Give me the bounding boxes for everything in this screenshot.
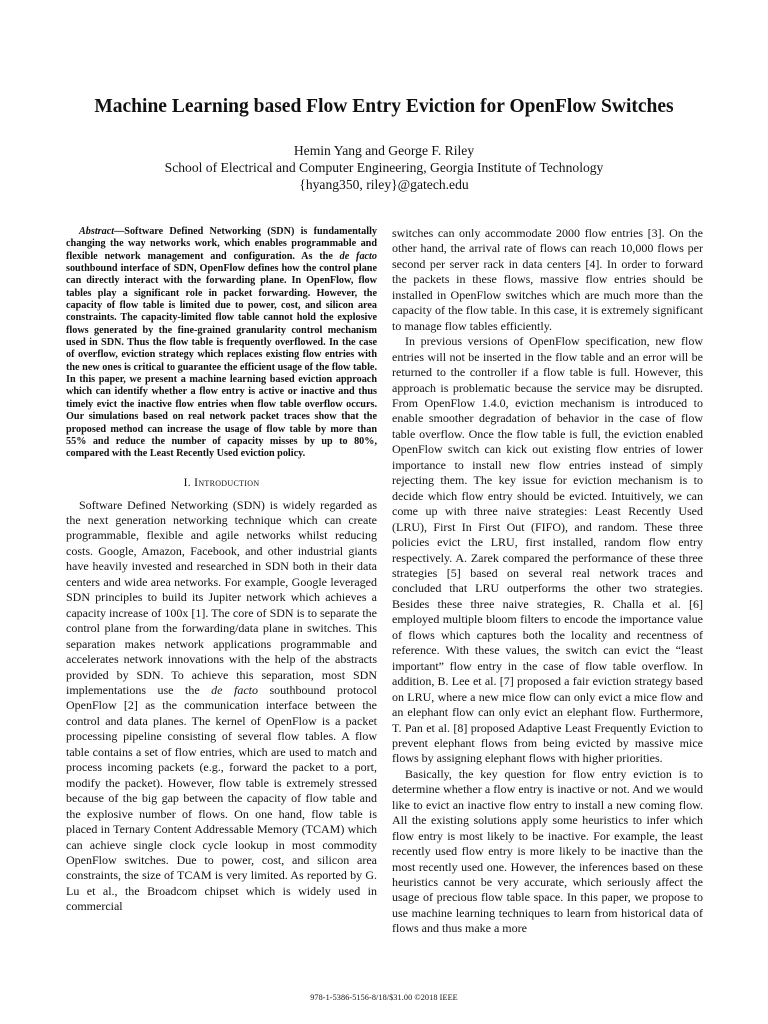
- section-numeral: I.: [183, 475, 195, 489]
- abstract-label: Abstract: [79, 226, 115, 237]
- right-paragraph-continued: switches can only accommodate 2000 flow entries [3]. On the other hand, the arrival rate of flows can reach 10,000 flows per second per server rack in data centers [4]. In order to forward the packets in these flows, massive flow entries should be installed in OpenFlow switches which are much more than the capacity of the flow table. In this case, it is extremely significant to manage flow tables efficiently.: [392, 226, 703, 333]
- paper-title: Machine Learning based Flow Entry Eviction for OpenFlow Switches: [94, 96, 674, 117]
- right-column: [392, 226, 703, 937]
- author-block: [40, 142, 728, 193]
- abstract-text-a: Software Defined Networking (SDN) is fundamentally changing the way networks work, which enables programmable and flexible network management and configuration. As the: [66, 226, 377, 262]
- abstract-italic: de facto: [339, 250, 377, 262]
- abstract-dash: —: [114, 226, 125, 237]
- intro-text-a: Software Defined Networking (SDN) is widely regarded as the next generation networking technique which can create programmable, flexible and agile networks whilst reducing costs. Google, Amazon, Facebook, and other industrial giants have heavily invested and researched in SDN both in their data centers and wide area networks. For example, Google leveraged SDN principles to build its Jupiter network which achieves a capacity increase of 100x [1]. The core of SDN is to separate the control plane from the forwarding/data plane in switches. This separation makes network applications programmable and accelerates network innovations with the help of the abstracts provided by SDN. To achieve this separation, most SDN implementations use the: [66, 497, 377, 697]
- left-column: [66, 226, 377, 915]
- section-heading: [66, 476, 377, 489]
- author-email: {hyang350, riley}@gatech.edu: [299, 177, 469, 192]
- section-title: Introduction: [194, 475, 260, 489]
- intro-italic: de facto: [211, 682, 258, 697]
- right-paragraph-key-question: Basically, the key question for flow entry eviction is to determine whether a flow entry is inactive or not. And we would like to evict an inactive flow entry to install a new coming flow. All the existing solutions apply some heuristics to infer which flow entry is most likely to be inactive. For example, the least recently used flow entry is more likely to be inactive than the most recently used one. However, the inferences based on these heuristics cannot be very accurate, which seriously affect the usage of precious flow table space. In this paper, we propose to use machine learning techniques to learn from historical data of flows and thus make a more: [392, 766, 703, 936]
- intro-text-b: southbound protocol OpenFlow [2] as the communication interface between the control and data planes. The kernel of OpenFlow is a packet processing pipeline consisting of several flow tables. A flow table contains a set of flow entries, which are used to match and process incoming packets (e.g., forward the packet to a port, modify the packet). However, flow table is extremely stressed because of the big gap between the capacity of flow table and the explosive number of flows. On one hand, flow table is placed in Ternary Content Addressable Memory (TCAM) which can achieve single clock cycle lookup in most commodity OpenFlow switches. Due to power, cost, and silicon area constraints, the size of TCAM is very limited. As reported by G. Lu et al., the Broadcom chipset which is widely used in commercial: [66, 682, 377, 914]
- copyright-footer: 978-1-5386-5156-8/18/$31.00 ©2018 IEEE: [310, 993, 458, 1002]
- abstract-text-b: southbound interface of SDN, OpenFlow defines how the control plane can directly interact with the forwarding plane. In OpenFlow, flow tables play a significant role in packet forwarding. However, the capacity of flow table is limited due to power, cost, and silicon area constraints. The capacity-limited flow table cannot hold the explosive flows generated by the fine-grained granularity control mechanism used in SDN. Thus the flow table is frequently overflowed. In the case of overflow, eviction strategy which replaces existing flow entries with the new ones is critical to guarantee the efficient usage of the flow table. In this paper, we present a machine learning based eviction approach which can identify whether a flow entry is active or inactive and thus timely evict the inactive flow entries when flow table overflow occurs. Our simulations based on real network packet traces show that the proposed method can increase the usage of flow table by more than 55% and reduce the number of capacity misses by up to 80%, compared with the Least Recently Used eviction policy.: [66, 263, 377, 460]
- abstract: [66, 226, 377, 461]
- author-affiliation: School of Electrical and Computer Engineering, Georgia Institute of Technology: [164, 160, 604, 175]
- author-names: Hemin Yang and George F. Riley: [293, 143, 475, 158]
- right-paragraph-eviction: In previous versions of OpenFlow specification, new flow entries will not be inserted in the flow table and an error will be returned to the controller if a flow table is full. However, this approach is problematic because the service may be disrupted. From OpenFlow 1.4.0, eviction mechanism is introduced to enable smoother degradation of behavior in the case of flow table overflow. Once the flow table is full, the eviction enabled OpenFlow switch can kick out existing flow entries of lower importance to install new flow entries instead of simply rejecting them. The key issue for eviction mechanism is to decide which flow entry should be evicted. Intuitively, we can come up with three naive strategies: Least Recently Used (LRU), First In First Out (FIFO), and random. These three policies evict the LRU, first installed, random flow entry respectively. A. Zarek compared the performance of these three strategies [5] based on several real network traces and concluded that LRU outperforms the other two strategies. Besides these three naive strategies, R. Challa et al. [6] employed multiple bloom filters to encode the importance value of flows which captures both the locality and recentness of reference. With these values, the switch can evict the “least important” flow entry in the case of flow table overflow. In addition, B. Lee et al. [7] proposed a fair eviction strategy based on LRU, where a new mice flow can only evict a mice flow and an elephant flow can only evict an elephant flow. Furthermore, T. Pan et al. [8] proposed Adaptive Least Frequently Eviction to prevent elephant flows from being evicted by massive mice flows by assigning elephant flows with higher priorities.: [392, 334, 703, 766]
- intro-paragraph: [66, 498, 377, 915]
